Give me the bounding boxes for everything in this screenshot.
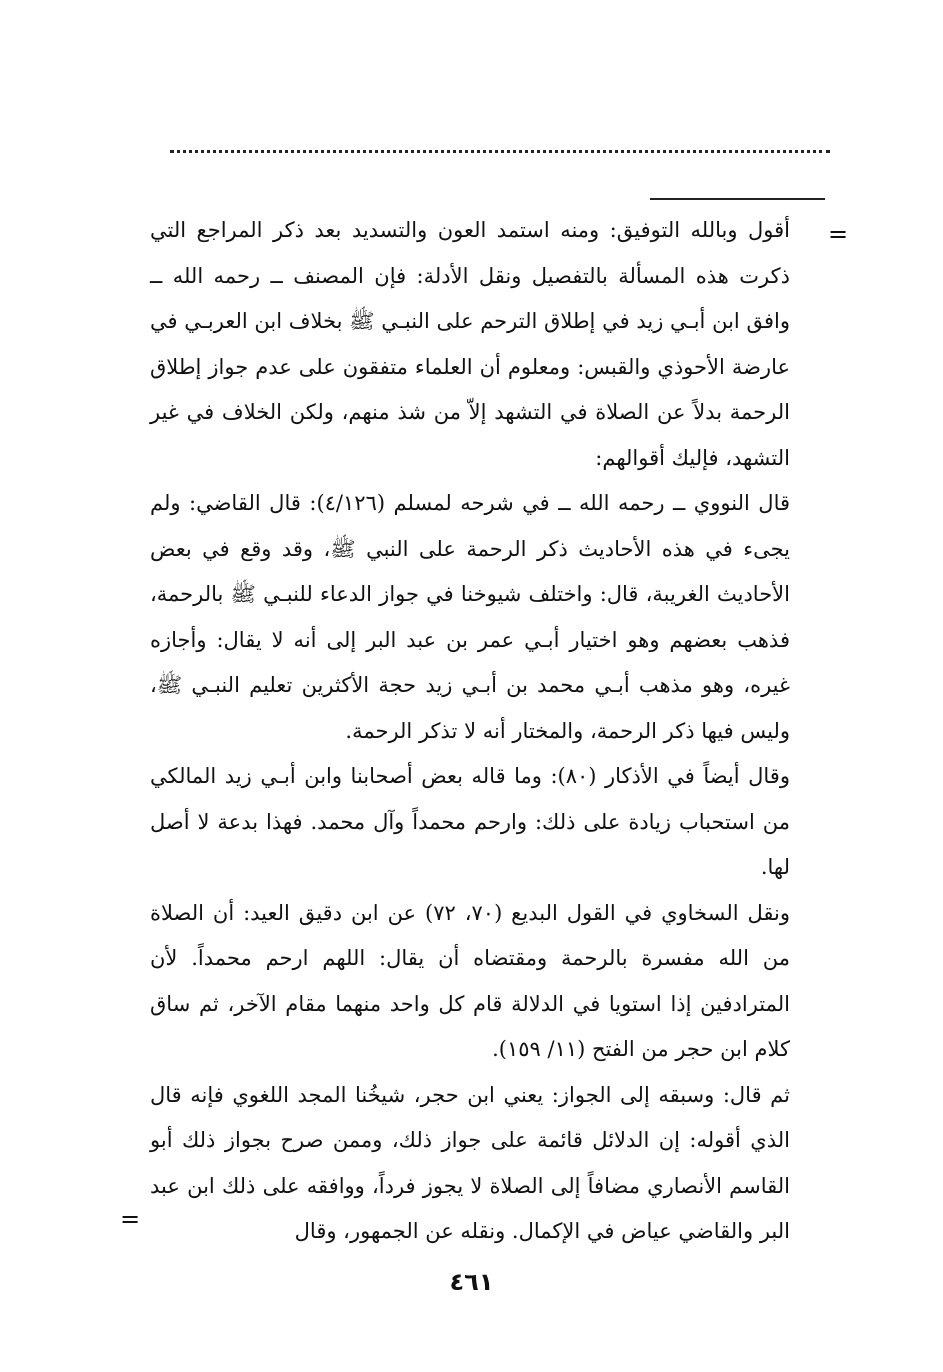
footnote-paragraph-1: أقول وبالله التوفيق: ومنه استمد العون والتسديد بعد ذكر المراجع التي ذكرت هذه المسألة بالتفصيل ونقل الأدلة: فإن المصنف ــ رحمه الله ــ وافق ابن أبـي زيد في إطلاق الترحم على النبـي ﷺ بخلاف ابن العربـي في عارضة الأحوذي والقبس: ومعلوم أن العلماء متفقون على عدم جواز إطلاق الرحمة بدلاً عن الصلاة في التشهد إلاّ من شذ منهم، ولكن الخلاف في غير التشهد، فإليك أقوالهم: bbox=[150, 218, 790, 470]
footnote-paragraph-3: وقال أيضاً في الأذكار (٨٠): وما قاله بعض أصحابنا وابن أبـي زيد المالكي من استحباب زيادة على ذلك: وارحم محمداً وآل محمد. فهذا بدعة لا أصل لها. bbox=[150, 764, 790, 879]
continuation-mark-end: = bbox=[120, 1205, 141, 1233]
footnote-separator-line bbox=[650, 198, 825, 200]
continuation-mark-start: = bbox=[828, 220, 849, 248]
footnote-paragraph-4: ونقل السخاوي في القول البديع (٧٠، ٧٢) عن ابن دقيق العيد: أن الصلاة من الله مفسرة بالرحمة ومقتضاه أن يقال: اللهم ارحم محمداً. لأن المترادفين إذا استويا في الدلالة قام كل واحد منهما مقام الآخر، ثم ساق كلام ابن حجر من الفتح (١١/ ١٥٩). bbox=[150, 900, 791, 1061]
header-dotted-separator bbox=[170, 150, 830, 153]
footnote-paragraph-5: ثم قال: وسبقه إلى الجواز: يعني ابن حجر، شيخُنا المجد اللغوي فإنه قال الذي أقوله: إن الدلائل قائمة على جواز ذلك، وممن صرح بجواز ذلك أبو القاسم الأنصاري مضافاً إلى الصلاة لا يجوز فرداً، ووافقه على ذلك ابن عبد البر والقاضي عياض في الإكمال. ونقله عن الجمهور، وقال bbox=[150, 1082, 790, 1243]
footnote-body bbox=[150, 208, 790, 1255]
footnote-paragraph-2: قال النووي ــ رحمه الله ــ في شرحه لمسلم (٤/١٢٦): قال القاضي: ولم يجىء في هذه الأحاديث ذكر الرحمة على النبي ﷺ، وقد وقع في بعض الأحاديث الغريبة، قال: واختلف شيوخنا في جواز الدعاء للنبـي ﷺ بالرحمة، فذهب بعضهم وهو اختيار أبـي عمر بن عبد البر إلى أنه لا يقال: وأجازه غيره، وهو مذهب أبـي محمد بن أبـي زيد حجة الأكثرين تعليم النبـي ﷺ، وليس فيها ذكر الرحمة، والمختار أنه لا تذكر الرحمة. bbox=[150, 491, 791, 743]
page-number: ٤٦١ bbox=[449, 1268, 494, 1296]
